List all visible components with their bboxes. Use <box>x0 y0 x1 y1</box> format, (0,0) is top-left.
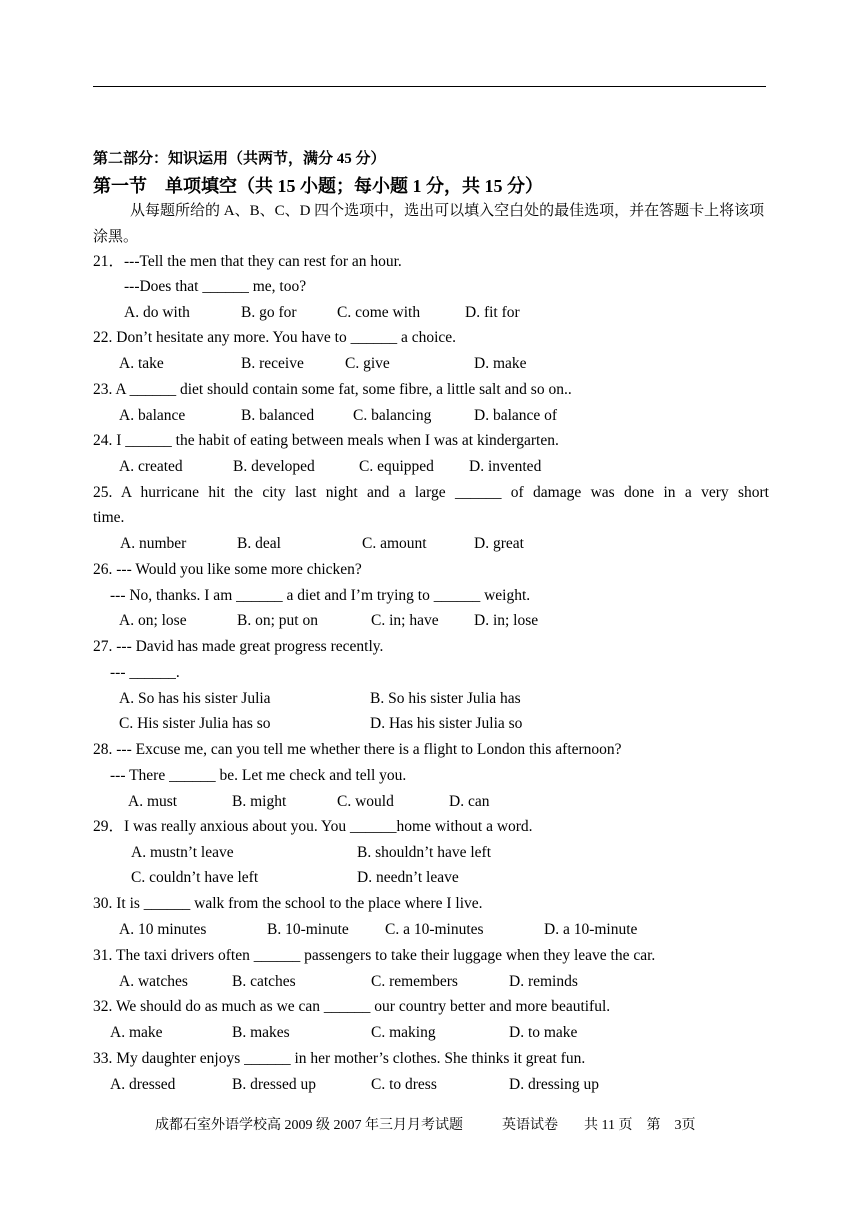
question-29-stem: 29．I was really anxious about you. You ______home without a word. <box>93 818 533 835</box>
question-32-option-a[interactable]: A. make <box>110 1024 163 1041</box>
question-27-stem: 27. --- David has made great progress recently. <box>93 638 384 655</box>
question-27-stem-line2: --- ______. <box>110 664 180 681</box>
question-27-option-c[interactable]: C. His sister Julia has so <box>119 715 271 732</box>
question-21-option-b[interactable]: B. go for <box>241 304 297 321</box>
question-30-stem: 30. It is ______ walk from the school to the place where I live. <box>93 895 483 912</box>
question-23-option-d[interactable]: D. balance of <box>474 407 558 424</box>
question-29-option-d[interactable]: D. needn’t leave <box>357 869 459 886</box>
question-30-option-a[interactable]: A. 10 minutes <box>119 921 207 938</box>
question-33-option-d[interactable]: D. dressing up <box>509 1076 599 1093</box>
question-26-option-d[interactable]: D. in; lose <box>474 612 539 629</box>
question-33-option-c[interactable]: C. to dress <box>371 1076 437 1093</box>
footer-page-number: 共 11 页 第 3页 <box>584 1118 696 1133</box>
question-31-option-b[interactable]: B. catches <box>232 973 296 990</box>
question-31-stem: 31. The taxi drivers often ______ passengers to take their luggage when they leave the car. <box>93 947 656 964</box>
question-33-option-a[interactable]: A. dressed <box>110 1076 176 1093</box>
question-31-option-c[interactable]: C. remembers <box>371 973 458 990</box>
section-title: 第一节 单项填空（共 15 小题；每小题 1 分，共 15 分） <box>93 176 543 196</box>
question-30-option-c[interactable]: C. a 10-minutes <box>385 921 484 938</box>
question-31-option-a[interactable]: A. watches <box>119 973 188 990</box>
question-23-option-a[interactable]: A. balance <box>119 407 186 424</box>
question-21-stem-line2: ---Does that ______ me, too? <box>124 278 307 295</box>
question-21-stem: 21．---Tell the men that they can rest for an hour. <box>93 253 402 270</box>
question-28-option-c[interactable]: C. would <box>337 793 394 810</box>
header-rule <box>93 86 766 87</box>
question-28-option-d[interactable]: D. can <box>449 793 490 810</box>
question-25-option-a[interactable]: A. number <box>120 535 187 552</box>
question-28-option-b[interactable]: B. might <box>232 793 287 810</box>
question-27-option-d[interactable]: D. Has his sister Julia so <box>370 715 523 732</box>
question-32-option-d[interactable]: D. to make <box>509 1024 578 1041</box>
question-26-stem-line2: --- No, thanks. I am ______ a diet and I’m trying to ______ weight. <box>110 587 531 604</box>
question-24-stem: 24. I ______ the habit of eating between meals when I was at kindergarten. <box>93 432 559 449</box>
question-29-option-a[interactable]: A. mustn’t leave <box>131 844 234 861</box>
question-32-stem: 32. We should do as much as we can ______ our country better and more beautiful. <box>93 998 611 1015</box>
question-22-option-a[interactable]: A. take <box>119 355 164 372</box>
question-21-option-a[interactable]: A. do with <box>124 304 190 321</box>
question-26-option-a[interactable]: A. on; lose <box>119 612 187 629</box>
question-30-option-b[interactable]: B. 10-minute <box>267 921 349 938</box>
question-23-stem: 23. A ______ diet should contain some fat, some fibre, a little salt and so on.. <box>93 381 572 398</box>
question-22-stem: 22. Don’t hesitate any more. You have to ______ a choice. <box>93 329 457 346</box>
question-22-option-d[interactable]: D. make <box>474 355 527 372</box>
question-24-option-c[interactable]: C. equipped <box>359 458 434 475</box>
footer-subject: 英语试卷 <box>502 1118 558 1133</box>
question-25-option-c[interactable]: C. amount <box>362 535 427 552</box>
question-29-option-b[interactable]: B. shouldn’t have left <box>357 844 492 861</box>
question-24-option-a[interactable]: A. created <box>119 458 183 475</box>
question-24-option-b[interactable]: B. developed <box>233 458 315 475</box>
question-25-stem-line2: time. <box>93 509 125 526</box>
question-24-option-d[interactable]: D. invented <box>469 458 542 475</box>
question-28-stem: 28. --- Excuse me, can you tell me whether there is a flight to London this afternoon? <box>93 741 622 758</box>
question-25-option-d[interactable]: D. great <box>474 535 524 552</box>
question-26-stem: 26. --- Would you like some more chicken? <box>93 561 362 578</box>
question-21-option-d[interactable]: D. fit for <box>465 304 520 321</box>
question-30-option-d[interactable]: D. a 10-minute <box>544 921 638 938</box>
question-25-option-b[interactable]: B. deal <box>237 535 281 552</box>
question-32-option-b[interactable]: B. makes <box>232 1024 290 1041</box>
question-31-option-d[interactable]: D. reminds <box>509 973 578 990</box>
question-33-option-b[interactable]: B. dressed up <box>232 1076 316 1093</box>
question-32-option-c[interactable]: C. making <box>371 1024 436 1041</box>
question-28-stem-line2: --- There ______ be. Let me check and tell you. <box>110 767 407 784</box>
question-26-option-c[interactable]: C. in; have <box>371 612 439 629</box>
question-27-option-a[interactable]: A. So has his sister Julia <box>119 690 271 707</box>
question-29-option-c[interactable]: C. couldn’t have left <box>131 869 259 886</box>
part-title: 第二部分：知识运用（共两节，满分 45 分） <box>93 151 386 167</box>
question-22-option-c[interactable]: C. give <box>345 355 390 372</box>
question-21-option-c[interactable]: C. come with <box>337 304 421 321</box>
question-25-stem: 25. A hurricane hit the city last night and a large ______ of damage was done in a very short <box>93 484 769 501</box>
question-23-option-c[interactable]: C. balancing <box>353 407 432 424</box>
question-23-option-b[interactable]: B. balanced <box>241 407 315 424</box>
question-27-option-b[interactable]: B. So his sister Julia has <box>370 690 521 707</box>
question-28-option-a[interactable]: A. must <box>128 793 178 810</box>
footer-school: 成都石室外语学校高 2009 级 2007 年三月月考试题 <box>155 1118 463 1133</box>
question-33-stem: 33. My daughter enjoys ______ in her mother’s clothes. She thinks it great fun. <box>93 1050 586 1067</box>
question-26-option-b[interactable]: B. on; put on <box>237 612 318 629</box>
instructions: 从每题所给的 A、B、C、D 四个选项中，选出可以填入空白处的最佳选项，并在答题卡上将该项涂黑。 <box>93 203 765 245</box>
question-22-option-b[interactable]: B. receive <box>241 355 304 372</box>
